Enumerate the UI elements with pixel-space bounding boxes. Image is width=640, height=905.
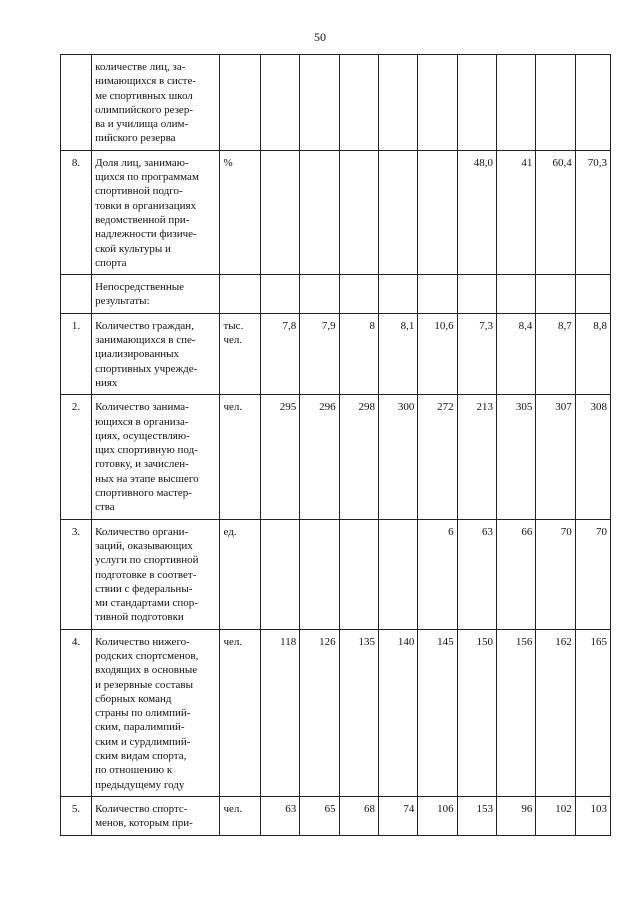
value-cell bbox=[260, 275, 299, 314]
unit-cell: чел. bbox=[220, 629, 260, 796]
value-cell: 102 bbox=[536, 796, 575, 835]
value-cell bbox=[339, 275, 378, 314]
indicator-name-cell: количестве лиц, за- нимающихся в систе- ме спортивных школ олимпийского резер- ва и училища олим- пийского резерва bbox=[92, 55, 220, 151]
value-cell: 296 bbox=[300, 395, 339, 519]
value-cell: 298 bbox=[339, 395, 378, 519]
value-cell bbox=[378, 275, 417, 314]
value-cell: 305 bbox=[497, 395, 536, 519]
value-cell bbox=[497, 55, 536, 151]
table-row bbox=[61, 629, 611, 796]
value-cell bbox=[536, 55, 575, 151]
value-cell: 8 bbox=[339, 313, 378, 394]
value-cell bbox=[300, 519, 339, 629]
value-cell: 8,1 bbox=[378, 313, 417, 394]
value-cell: 70 bbox=[536, 519, 575, 629]
row-number-cell bbox=[61, 275, 92, 314]
indicator-name-cell: Количество органи- заций, оказывающих услуги по спортивной подготовке в соответ- ствии с федеральны- ми стандартами спор- тивной подготовки bbox=[92, 519, 220, 629]
value-cell: 66 bbox=[497, 519, 536, 629]
row-number-cell: 8. bbox=[61, 150, 92, 274]
value-cell: 153 bbox=[457, 796, 496, 835]
value-cell bbox=[378, 519, 417, 629]
value-cell bbox=[575, 275, 610, 314]
value-cell: 118 bbox=[260, 629, 299, 796]
value-cell bbox=[378, 150, 417, 274]
unit-cell: ед. bbox=[220, 519, 260, 629]
value-cell bbox=[339, 519, 378, 629]
value-cell bbox=[300, 55, 339, 151]
value-cell: 48,0 bbox=[457, 150, 496, 274]
indicator-name-cell: Количество спортс- менов, которым при- bbox=[92, 796, 220, 835]
unit-cell: чел. bbox=[220, 395, 260, 519]
value-cell bbox=[497, 275, 536, 314]
value-cell: 70 bbox=[575, 519, 610, 629]
value-cell bbox=[260, 150, 299, 274]
unit-cell bbox=[220, 275, 260, 314]
value-cell: 63 bbox=[260, 796, 299, 835]
value-cell: 213 bbox=[457, 395, 496, 519]
row-number-cell: 5. bbox=[61, 796, 92, 835]
row-number-cell bbox=[61, 55, 92, 151]
value-cell bbox=[418, 55, 457, 151]
value-cell: 41 bbox=[497, 150, 536, 274]
indicator-name-cell: Количество занима- ющихся в организа- циях, осуществляю- щих спортивную под- готовку, и зачислен- ных на этапе высшего спортивного мастер- ства bbox=[92, 395, 220, 519]
value-cell: 6 bbox=[418, 519, 457, 629]
table-row bbox=[61, 395, 611, 519]
indicator-name-cell: Доля лиц, занимаю- щихся по программам спортивной подго- товки в организациях ведомственной при- надлежности физиче- ской культуры и спорта bbox=[92, 150, 220, 274]
value-cell bbox=[378, 55, 417, 151]
indicator-name-cell: Количество граждан, занимающихся в спе- циализированных спортивных учрежде- ниях bbox=[92, 313, 220, 394]
indicator-name-cell: Количество нижего- родских спортсменов, входящих в основные и резервные составы сборных команд страны по олимпий- ским, паралимпий- ским и сурдлимпий- ским видам спорта, по отношению к предыдущему году bbox=[92, 629, 220, 796]
indicator-name-cell: Непосредственные результаты: bbox=[92, 275, 220, 314]
unit-cell: чел. bbox=[220, 796, 260, 835]
value-cell: 103 bbox=[575, 796, 610, 835]
table-row bbox=[61, 796, 611, 835]
value-cell: 96 bbox=[497, 796, 536, 835]
table-row bbox=[61, 519, 611, 629]
value-cell bbox=[418, 275, 457, 314]
indicators-table bbox=[60, 54, 611, 836]
value-cell: 70,3 bbox=[575, 150, 610, 274]
value-cell: 7,3 bbox=[457, 313, 496, 394]
row-number-cell: 2. bbox=[61, 395, 92, 519]
value-cell: 8,8 bbox=[575, 313, 610, 394]
value-cell: 150 bbox=[457, 629, 496, 796]
unit-cell: тыс. чел. bbox=[220, 313, 260, 394]
value-cell: 8,4 bbox=[497, 313, 536, 394]
value-cell: 60,4 bbox=[536, 150, 575, 274]
value-cell bbox=[575, 55, 610, 151]
value-cell: 65 bbox=[300, 796, 339, 835]
value-cell: 156 bbox=[497, 629, 536, 796]
table-row bbox=[61, 150, 611, 274]
value-cell bbox=[260, 55, 299, 151]
value-cell: 126 bbox=[300, 629, 339, 796]
value-cell bbox=[300, 275, 339, 314]
unit-cell bbox=[220, 55, 260, 151]
value-cell bbox=[300, 150, 339, 274]
value-cell: 74 bbox=[378, 796, 417, 835]
value-cell bbox=[457, 275, 496, 314]
value-cell: 68 bbox=[339, 796, 378, 835]
value-cell bbox=[418, 150, 457, 274]
unit-cell: % bbox=[220, 150, 260, 274]
value-cell bbox=[260, 519, 299, 629]
value-cell: 272 bbox=[418, 395, 457, 519]
value-cell: 165 bbox=[575, 629, 610, 796]
value-cell bbox=[339, 55, 378, 151]
value-cell: 162 bbox=[536, 629, 575, 796]
value-cell bbox=[339, 150, 378, 274]
value-cell: 295 bbox=[260, 395, 299, 519]
value-cell: 10,6 bbox=[418, 313, 457, 394]
value-cell: 307 bbox=[536, 395, 575, 519]
value-cell: 140 bbox=[378, 629, 417, 796]
value-cell: 300 bbox=[378, 395, 417, 519]
value-cell: 106 bbox=[418, 796, 457, 835]
value-cell: 63 bbox=[457, 519, 496, 629]
table-row bbox=[61, 275, 611, 314]
value-cell: 308 bbox=[575, 395, 610, 519]
value-cell bbox=[536, 275, 575, 314]
value-cell: 8,7 bbox=[536, 313, 575, 394]
row-number-cell: 4. bbox=[61, 629, 92, 796]
value-cell: 7,9 bbox=[300, 313, 339, 394]
value-cell: 135 bbox=[339, 629, 378, 796]
row-number-cell: 1. bbox=[61, 313, 92, 394]
value-cell: 7,8 bbox=[260, 313, 299, 394]
row-number-cell: 3. bbox=[61, 519, 92, 629]
value-cell bbox=[457, 55, 496, 151]
table-row bbox=[61, 55, 611, 151]
page-number: 50 bbox=[314, 30, 326, 44]
value-cell: 145 bbox=[418, 629, 457, 796]
table-body bbox=[61, 55, 611, 836]
table-row bbox=[61, 313, 611, 394]
